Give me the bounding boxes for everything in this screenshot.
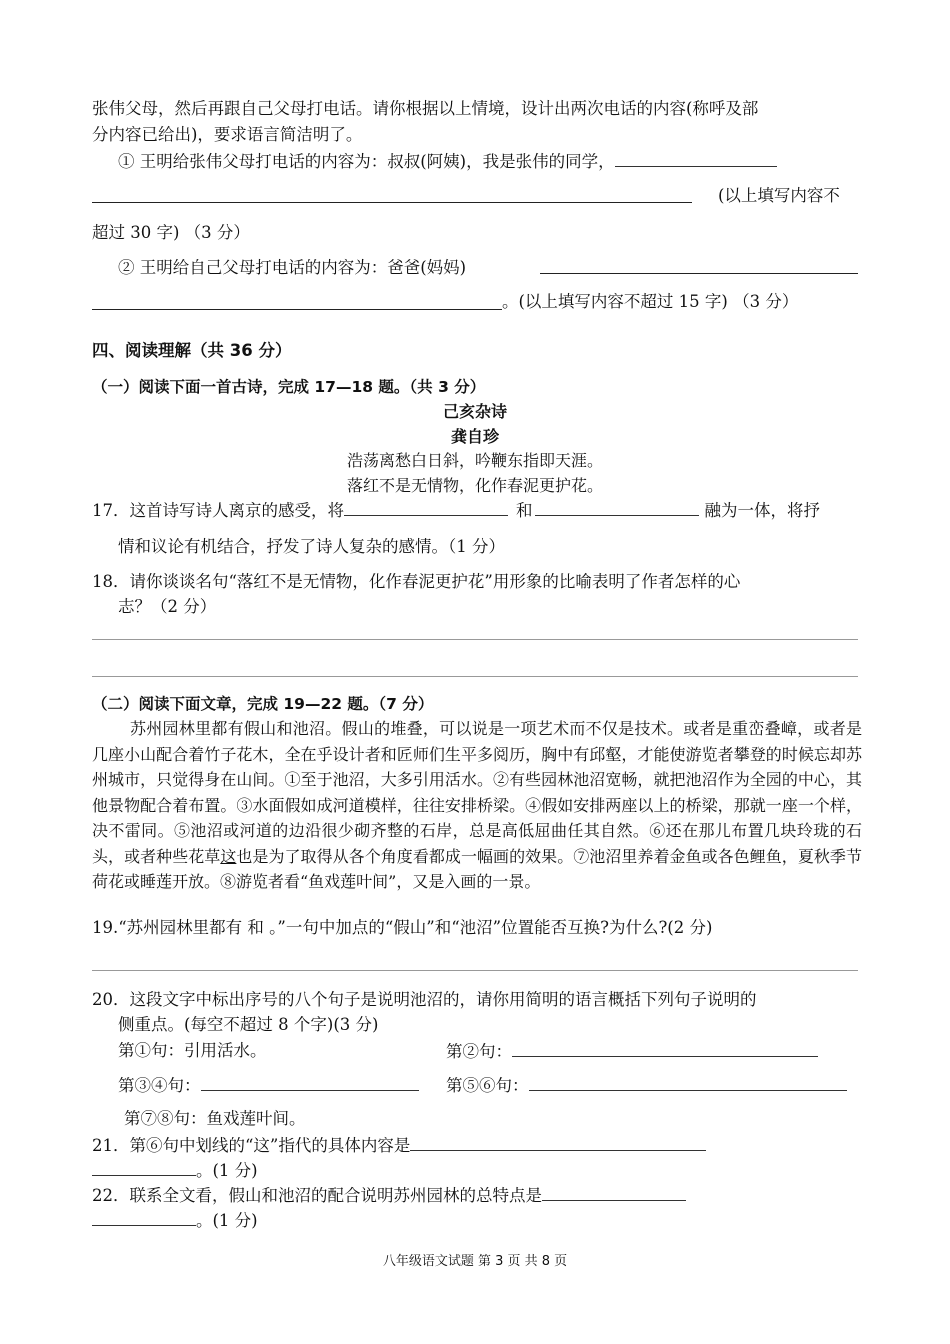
q16-2-blank-a[interactable]: [540, 273, 858, 274]
poem-line-2: 落红不是无情物，化作春泥更护花。: [346, 476, 603, 495]
q18-line-2: 志？（2 分）: [118, 597, 217, 616]
q22-blank-a[interactable]: [542, 1184, 686, 1201]
q17-blank-1[interactable]: [344, 499, 508, 516]
q20-sentence-34-label: 第③④句：: [118, 1076, 201, 1095]
poem-title: 己亥杂诗: [442, 402, 507, 421]
q16-1-blank-b[interactable]: [92, 202, 692, 203]
q16-1-prefix: ① 王明给张伟父母打电话的内容为：叔叔(阿姨)，我是张伟的同学，: [118, 152, 615, 171]
intro-line-2: 分内容已给出)，要求语言简洁明了。: [92, 125, 363, 144]
q20-sentence-78: 第⑦⑧句：鱼戏莲叶间。: [124, 1109, 306, 1128]
q17-line-1: [92, 499, 820, 522]
q20-sentence-56: [446, 1074, 847, 1097]
part2-title: （二）阅读下面文章，完成 19—22 题。（7 分）: [92, 695, 434, 713]
q16-2-prompt: [118, 257, 466, 279]
q17-line-2: 情和议论有机结合，抒发了诗人复杂的感情。（1 分）: [118, 537, 505, 556]
q21-prompt: 21．第⑥句中划线的“这”指代的具体内容是: [92, 1136, 411, 1155]
q18-line-1: 18．请你谈谈名句“落红不是无情物，化作春泥更护花”用形象的比喻表明了作者怎样的心: [92, 572, 741, 591]
q21-blank-a[interactable]: [410, 1134, 706, 1151]
passage-underlined-zhe: 这: [220, 846, 237, 866]
section-title: 四、阅读理解（共 36 分）: [92, 341, 292, 360]
q19: 19.“苏州园林里都有 和 。”一句中加点的“假山”和“池沼”位置能否互换?为什么?(2 分): [92, 918, 713, 937]
q22-end: 。(1 分): [196, 1211, 258, 1230]
q16-2-note: 。(以上填写内容不超过 15 字) （3 分）: [502, 292, 799, 311]
intro-line-1: 张伟父母，然后再跟自己父母打电话。请你根据以上情境，设计出两次电话的内容(称呼及部: [92, 99, 759, 118]
q16-1-blank-a[interactable]: [615, 150, 777, 167]
poem-author: 龚自珍: [450, 427, 499, 446]
q16-1-prompt: [118, 150, 777, 173]
q20-sentence-1: 第①句：引用活水。: [118, 1041, 267, 1060]
q17-blank-2[interactable]: [535, 499, 699, 516]
passage-text-1: 苏州园林里都有假山和池沼。假山的堆叠，可以说是一项艺术而不仅是技术。或者是重峦叠嶂，或者是几座小山配合着竹子花木，全在乎设计者和匠师们生平多阅历，胸中有邱壑，才能使游览者攀登的时候忘却苏州城市，只觉得身在山间。①至于池沼，大多引用活水。②有些园林池沼宽畅，就把池沼作为全园的中心，其他景物配合着布置。③水面假如成河道模样，往往安排桥梁。④假如安排两座以上的桥梁，那就一座一个样，决不雷同。⑤池沼或河道的边沿很少砌齐整的石岸，总是高低屈曲任其自然。⑥还在那儿布置几块玲珑的石头，或者种些花草: [92, 719, 862, 866]
q20-line-2: 侧重点。(每空不超过 8 个字)(3 分): [118, 1015, 379, 1034]
q18-answer-line-1[interactable]: [92, 639, 858, 640]
q20-sentence-56-label: 第⑤⑥句：: [446, 1076, 529, 1095]
page-footer: 八年级语文试题 第 3 页 共 8 页: [382, 1254, 568, 1269]
q20-sentence-2-blank[interactable]: [512, 1040, 818, 1057]
part1-title: （一）阅读下面一首古诗，完成 17—18 题。（共 3 分）: [92, 378, 486, 396]
q20-sentence-56-blank[interactable]: [529, 1074, 847, 1091]
q20-sentence-2-label: 第②句：: [446, 1042, 512, 1061]
q17-part-b: 和: [516, 501, 533, 520]
q21-blank-b[interactable]: [92, 1159, 196, 1176]
passage-text-2: 也是为了取得从各个角度看都成一幅画的效果。⑦池沼里养着金鱼或各色鲤鱼，夏秋季节荷花或睡莲开放。⑧游览者看“鱼戏莲叶间”，又是入画的一景。: [92, 846, 862, 891]
q16-1-note: (以上填写内容不: [718, 186, 840, 205]
q19-answer-line[interactable]: [92, 970, 858, 971]
q20-sentence-2: [446, 1040, 818, 1063]
q17-part-c: 融为一体，将抒: [704, 501, 820, 520]
q20-line-1: 20．这段文字中标出序号的八个句子是说明池沼的，请你用简明的语言概括下列句子说明的: [92, 990, 757, 1009]
q17-part-a: 17．这首诗写诗人离京的感受，将: [92, 501, 344, 520]
q22-line-1: [92, 1184, 686, 1207]
q18-answer-line-2[interactable]: [92, 676, 858, 677]
q22-blank-b[interactable]: [92, 1209, 196, 1226]
q21-line-2: [92, 1159, 258, 1182]
q22-prompt: 22．联系全文看，假山和池沼的配合说明苏州园林的总特点是: [92, 1186, 542, 1205]
q16-1-note-2: 超过 30 字) （3 分）: [92, 223, 250, 242]
q22-line-2: [92, 1209, 258, 1232]
q16-2-blank-b[interactable]: [92, 309, 502, 310]
q20-sentence-34: [118, 1074, 419, 1097]
q20-sentence-34-blank[interactable]: [201, 1074, 419, 1091]
reading-passage: [92, 716, 862, 895]
q16-2-prefix: ② 王明给自己父母打电话的内容为：爸爸(妈妈): [118, 258, 467, 277]
q21-end: 。(1 分): [196, 1161, 258, 1180]
q21-line-1: [92, 1134, 706, 1157]
poem-line-1: 浩荡离愁白日斜，吟鞭东指即天涯。: [346, 451, 603, 470]
